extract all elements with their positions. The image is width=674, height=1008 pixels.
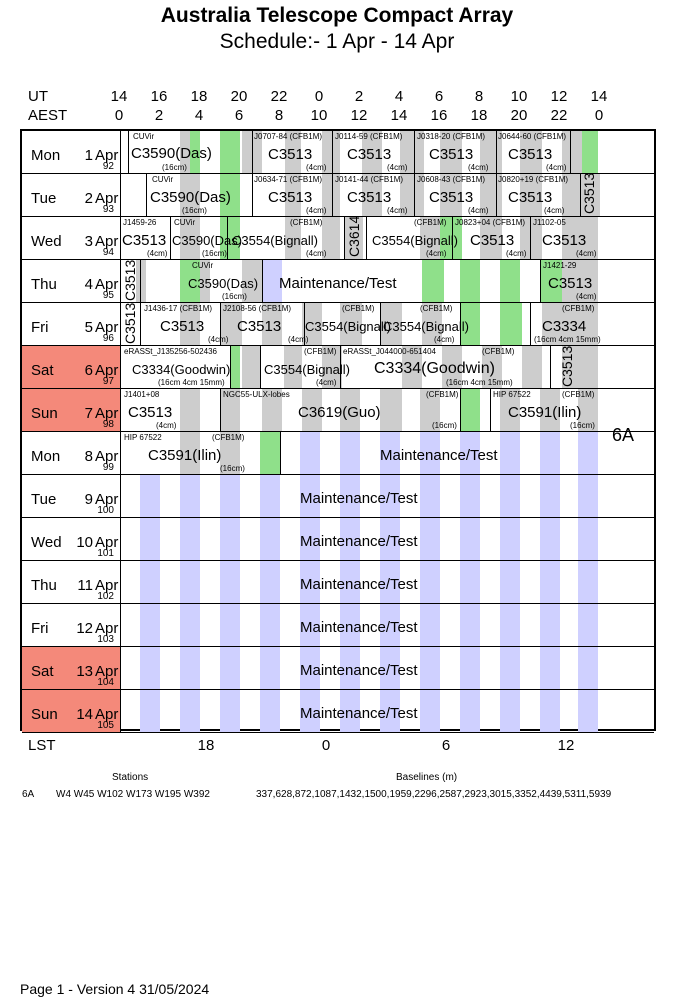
ut-tick-label: 6 <box>434 88 444 105</box>
day-number: 8 <box>84 448 93 465</box>
ut-tick-label: 14 <box>590 88 608 105</box>
day-of-year: 95 <box>102 290 114 301</box>
vertical-project-label: C3614 <box>346 215 362 257</box>
day-month: Apr <box>95 405 119 422</box>
project-label: C3513 <box>470 232 515 249</box>
band-label: (4cm) <box>306 206 327 215</box>
aest-tick-label: 10 <box>310 107 328 124</box>
day-number: 3 <box>84 233 93 250</box>
project-label: C3513 <box>122 232 167 249</box>
maintenance-label: Maintenance/Test <box>300 576 418 593</box>
day-name: Thu <box>31 577 57 594</box>
vertical-project-label: C3513 <box>122 259 138 301</box>
source-label: J0318-20 (CFB1M) <box>417 132 486 141</box>
source-label: J1421-29 <box>543 261 577 270</box>
day-month: Apr <box>95 706 119 723</box>
project-label: C3334(Goodwin) <box>374 360 495 377</box>
project-label: C3513 <box>347 146 392 163</box>
ut-tick-label: 2 <box>354 88 364 105</box>
source-label: J0823+04 (CFB1M) <box>455 218 526 227</box>
day-label-cell <box>22 518 121 560</box>
day-month: Apr <box>95 577 119 594</box>
stations-config: 6A <box>22 789 35 800</box>
day-of-year: 99 <box>102 462 114 473</box>
source-label: J0141-44 (CFB1M) <box>335 175 404 184</box>
footer-version: Page 1 - Version 4 31/05/2024 <box>20 981 210 997</box>
ut-tick-label: 10 <box>510 88 528 105</box>
source-label: CUVir <box>192 261 214 270</box>
aest-tick-label: 0 <box>114 107 124 124</box>
day-month: Apr <box>95 319 119 336</box>
day-of-year: 92 <box>102 161 114 172</box>
source-band-label: (CFB1M) <box>426 390 459 399</box>
source-band-label: (CFB1M) <box>212 433 245 442</box>
band-label: (16cm) <box>432 421 457 430</box>
project-label: C3619(Guo) <box>298 404 381 421</box>
ut-tick-label: 4 <box>394 88 404 105</box>
source-label: HIP 67522 <box>124 433 162 442</box>
day-row <box>22 475 654 518</box>
project-label: C3513 <box>268 189 313 206</box>
aest-tick-label: 18 <box>470 107 488 124</box>
aest-axis-label: AEST <box>28 107 68 124</box>
project-label: C3590(Das) <box>172 233 243 248</box>
aest-tick-label: 6 <box>234 107 244 124</box>
band-label: (4cm) <box>306 163 327 172</box>
day-of-year: 98 <box>102 419 114 430</box>
day-name: Sun <box>31 706 58 723</box>
day-month: Apr <box>95 190 119 207</box>
vertical-project-label: C3513 <box>122 302 138 344</box>
band-label: (4cm) <box>434 335 455 344</box>
baselines-list: 337,628,872,1087,1432,1500,1959,2296,2587,2923,3015,3352,4439,5311,5939 <box>256 789 612 800</box>
aest-tick-label: 20 <box>510 107 528 124</box>
source-label: CUVir <box>133 132 155 141</box>
band-label: (4cm) <box>576 249 597 258</box>
day-name: Fri <box>31 620 49 637</box>
source-label: J0608-43 (CFB1M) <box>417 175 486 184</box>
source-band-label: (CFB1M) <box>482 347 515 356</box>
day-label-cell <box>22 690 121 732</box>
day-name: Tue <box>31 190 57 207</box>
aest-tick-label: 8 <box>274 107 284 124</box>
ut-tick-label: 22 <box>270 88 288 105</box>
day-number: 7 <box>84 405 93 422</box>
source-label: J0114-59 (CFB1M) <box>335 132 403 141</box>
day-month: Apr <box>95 663 119 680</box>
day-label-cell <box>22 647 121 689</box>
maintenance-label: Maintenance/Test <box>300 619 418 636</box>
day-month: Apr <box>95 448 119 465</box>
project-label: C3513 <box>237 318 282 335</box>
maintenance-label: Maintenance/Test <box>279 275 397 292</box>
band-label: (4cm) <box>576 292 597 301</box>
source-label: (CFB1M) <box>304 347 337 356</box>
day-of-year: 104 <box>97 677 114 688</box>
day-month: Apr <box>95 534 119 551</box>
band-label: (16cm) <box>182 206 207 215</box>
project-label: C3513 <box>160 318 205 335</box>
ut-tick-label: 12 <box>550 88 568 105</box>
source-label: J0707-84 (CFB1M) <box>254 132 323 141</box>
project-label: C3513 <box>508 146 553 163</box>
source-label: J1401+08 <box>124 390 160 399</box>
aest-tick-label: 16 <box>430 107 448 124</box>
project-label: C3591(Ilin) <box>148 447 222 464</box>
schedule-row-6 <box>22 346 654 389</box>
project-label: C3513 <box>429 146 474 163</box>
page-subtitle: Schedule:- 1 Apr - 14 Apr <box>219 30 455 53</box>
source-label: J0820+19 (CFB1M) <box>498 175 569 184</box>
day-label-cell <box>22 475 121 517</box>
ut-tick-label: 20 <box>230 88 248 105</box>
day-of-year: 102 <box>97 591 114 602</box>
day-of-year: 97 <box>102 376 114 387</box>
ut-tick-label: 16 <box>150 88 168 105</box>
band-label: (16cm) <box>202 249 227 258</box>
band-label: (16cm 4cm 15mm) <box>446 378 513 387</box>
baselines-heading: Baselines (m) <box>396 772 458 783</box>
schedule-row-5 <box>22 303 654 346</box>
schedule-row-4 <box>22 260 654 303</box>
project-label: C3513 <box>268 146 313 163</box>
source-label: eRASSt_J135256-502436 <box>124 347 217 356</box>
stations-list: W4 W45 W102 W173 W195 W392 <box>56 789 210 800</box>
band-label: (16cm) <box>570 421 595 430</box>
day-number: 10 <box>76 534 93 551</box>
project-label: C3554(Bignall) <box>372 233 458 248</box>
maintenance-label: Maintenance/Test <box>300 533 418 550</box>
day-name: Sat <box>31 362 54 379</box>
day-row <box>22 690 654 733</box>
aest-tick-label: 0 <box>594 107 604 124</box>
band-label: (4cm) <box>147 249 168 258</box>
lst-tick-label: 6 <box>441 737 451 754</box>
day-number: 4 <box>84 276 93 293</box>
day-name: Thu <box>31 276 57 293</box>
aest-tick-label: 2 <box>154 107 164 124</box>
project-label: C3554(Bignall) <box>383 319 469 334</box>
schedule-grid <box>20 129 656 731</box>
project-label: C3334(Goodwin) <box>132 362 231 377</box>
project-label: C3590(Das) <box>188 276 259 291</box>
band-label: (16cm) <box>222 292 247 301</box>
source-label: (CFB1M) <box>342 304 375 313</box>
source-label: CUVir <box>174 218 196 227</box>
project-label: C3554(Bignall) <box>305 319 391 334</box>
aest-tick-label: 14 <box>390 107 408 124</box>
ut-tick-label: 0 <box>314 88 324 105</box>
day-month: Apr <box>95 620 119 637</box>
day-name: Mon <box>31 448 61 465</box>
band-label: (16cm) <box>162 163 187 172</box>
source-label: J1459-26 <box>123 218 157 227</box>
day-number: 5 <box>84 319 93 336</box>
project-label: C3590(Das) <box>131 145 212 162</box>
schedule-row-8 <box>22 432 654 475</box>
project-label: C3554(Bignall) <box>232 233 318 248</box>
band-label: (4cm) <box>468 163 489 172</box>
band-label: (4cm) <box>288 335 309 344</box>
day-of-year: 101 <box>97 548 114 559</box>
ut-tick-label: 18 <box>190 88 208 105</box>
source-label: CUVir <box>152 175 174 184</box>
day-of-year: 93 <box>102 204 114 215</box>
stations-heading: Stations <box>112 772 149 783</box>
day-number: 13 <box>76 663 93 680</box>
day-number: 1 <box>84 147 93 164</box>
source-label: (CFB1M) <box>290 218 323 227</box>
band-label: (4cm) <box>426 249 447 258</box>
schedule-row-1 <box>22 131 654 174</box>
page-title: Australia Telescope Compact Array <box>160 4 514 27</box>
band-label: (4cm) <box>546 163 567 172</box>
source-label: J0644-60 (CFB1M) <box>498 132 567 141</box>
project-label: C3554(Bignall) <box>264 362 350 377</box>
day-number: 14 <box>76 706 93 723</box>
source-label: (CFB1M) <box>414 218 447 227</box>
day-month: Apr <box>95 362 119 379</box>
vertical-project-label: C3513 <box>559 345 575 387</box>
schedule-row-7 <box>22 389 654 432</box>
day-name: Sun <box>31 405 58 422</box>
day-month: Apr <box>95 233 119 250</box>
day-number: 6 <box>84 362 93 379</box>
day-name: Fri <box>31 319 49 336</box>
lst-axis-label: LST <box>28 737 56 754</box>
source-label: NGC55-ULX-lobes <box>223 390 290 399</box>
band-label: (4cm) <box>387 206 408 215</box>
band-label: (16cm 4cm 15mm) <box>158 378 225 387</box>
day-of-year: 100 <box>97 505 114 516</box>
day-of-year: 105 <box>97 720 114 731</box>
source-band-label: (CFB1M) <box>562 390 595 399</box>
vertical-project-label: C3513 <box>581 172 597 214</box>
source-label: (CFB1M) <box>562 304 595 313</box>
project-label: C3513 <box>508 189 553 206</box>
day-row <box>22 647 654 690</box>
source-label: HIP 67522 <box>493 390 531 399</box>
day-of-year: 94 <box>102 247 114 258</box>
source-label: (CFB1M) <box>420 304 453 313</box>
project-label: C3513 <box>548 275 593 292</box>
aest-tick-label: 22 <box>550 107 568 124</box>
source-label: J1436-17 (CFB1M) <box>144 304 213 313</box>
day-row <box>22 604 654 647</box>
band-label: (4cm) <box>208 335 229 344</box>
day-number: 2 <box>84 190 93 207</box>
day-row <box>22 518 654 561</box>
ut-tick-label: 8 <box>474 88 484 105</box>
day-number: 11 <box>77 577 93 594</box>
maintenance-label: Maintenance/Test <box>300 705 418 722</box>
day-of-year: 96 <box>102 333 114 344</box>
lst-tick-label: 0 <box>321 737 331 754</box>
band-label: (4cm) <box>387 163 408 172</box>
band-label: (4cm) <box>506 249 527 258</box>
day-month: Apr <box>95 276 119 293</box>
lst-tick-label: 12 <box>557 737 575 754</box>
day-month: Apr <box>95 491 119 508</box>
project-label: C3513 <box>542 232 587 249</box>
source-label: J2108-56 (CFB1M) <box>223 304 292 313</box>
band-label: (4cm) <box>468 206 489 215</box>
maintenance-label: Maintenance/Test <box>300 662 418 679</box>
day-name: Mon <box>31 147 61 164</box>
ut-axis-label: UT <box>28 88 48 105</box>
project-label: C3513 <box>128 404 173 421</box>
day-of-year: 103 <box>97 634 114 645</box>
band-label: (16cm 4cm 15mm) <box>534 335 601 344</box>
project-label: C3334 <box>542 318 587 335</box>
band-label: (4cm) <box>156 421 177 430</box>
day-number: 9 <box>84 491 93 508</box>
project-label: C3513 <box>429 189 474 206</box>
array-config-label: 6A <box>612 425 635 445</box>
ut-tick-label: 14 <box>110 88 128 105</box>
band-label: (4cm) <box>544 206 565 215</box>
day-name: Sat <box>31 663 54 680</box>
day-label-cell <box>22 561 121 603</box>
day-name: Wed <box>31 534 62 551</box>
project-label: C3513 <box>347 189 392 206</box>
aest-tick-label: 4 <box>194 107 204 124</box>
day-name: Tue <box>31 491 57 508</box>
band-label: (4cm) <box>316 378 337 387</box>
project-label: C3591(Ilin) <box>508 404 582 421</box>
schedule-row-2 <box>22 174 654 217</box>
source-label: J1102-05 <box>533 218 566 227</box>
band-label: (16cm) <box>220 464 245 473</box>
maintenance-label: Maintenance/Test <box>300 490 418 507</box>
day-name: Wed <box>31 233 62 250</box>
day-label-cell <box>22 604 121 646</box>
aest-tick-label: 12 <box>350 107 368 124</box>
day-row <box>22 561 654 604</box>
band-label: (4cm) <box>306 249 327 258</box>
lst-tick-label: 18 <box>197 737 215 754</box>
day-month: Apr <box>95 147 119 164</box>
maintenance-label: Maintenance/Test <box>380 447 498 464</box>
source-label: J0634-71 (CFB1M) <box>254 175 323 184</box>
day-number: 12 <box>76 620 93 637</box>
schedule-row-3 <box>22 217 654 260</box>
source-label: eRASSt_J044000-651404 <box>343 347 436 356</box>
project-label: C3590(Das) <box>150 189 231 206</box>
